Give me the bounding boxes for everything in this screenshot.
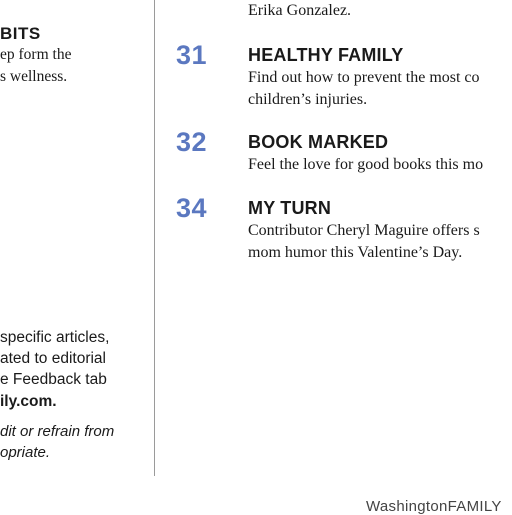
description-line: children’s injuries. [248, 91, 368, 108]
page-number: 32 [176, 127, 208, 157]
entry-description [248, 67, 480, 111]
feedback-note-line: e Feedback tab [0, 371, 107, 388]
description-line: Find out how to prevent the most co [248, 69, 480, 86]
disclaimer-line: opriate. [0, 444, 51, 461]
contents-entry[interactable] [160, 193, 512, 261]
contents-column [160, 0, 512, 480]
feedback-note-line: specific articles, [0, 329, 110, 346]
page-number: 31 [176, 40, 208, 70]
description-line: Feel the love for good books this mo [248, 156, 484, 173]
entry-title: MY TURN [248, 198, 332, 218]
publication-footer: WashingtonFAMILY [366, 498, 502, 515]
contents-entry[interactable] [160, 40, 512, 108]
description-line: mom humor this Valentine’s Day. [248, 244, 463, 261]
previous-entry-text: Erika Gonzalez. [248, 2, 352, 19]
section-heading: BITS [0, 24, 41, 43]
contents-entry[interactable] [160, 127, 512, 191]
feedback-note-line: ated to editorial [0, 350, 106, 367]
entry-title: HEALTHY FAMILY [248, 45, 404, 65]
entry-title: BOOK MARKED [248, 132, 389, 152]
page-number: 34 [176, 193, 208, 223]
disclaimer-line: dit or refrain from [0, 423, 115, 440]
entry-description [248, 154, 483, 176]
intro-text-line: s wellness. [0, 68, 68, 85]
intro-text-line: ep form the [0, 46, 72, 63]
description-line: Contributor Cheryl Maguire offers s [248, 222, 480, 239]
column-divider [154, 0, 155, 476]
entry-description [248, 220, 480, 264]
left-column [0, 0, 140, 480]
feedback-url-link[interactable]: ily.com. [0, 393, 57, 410]
